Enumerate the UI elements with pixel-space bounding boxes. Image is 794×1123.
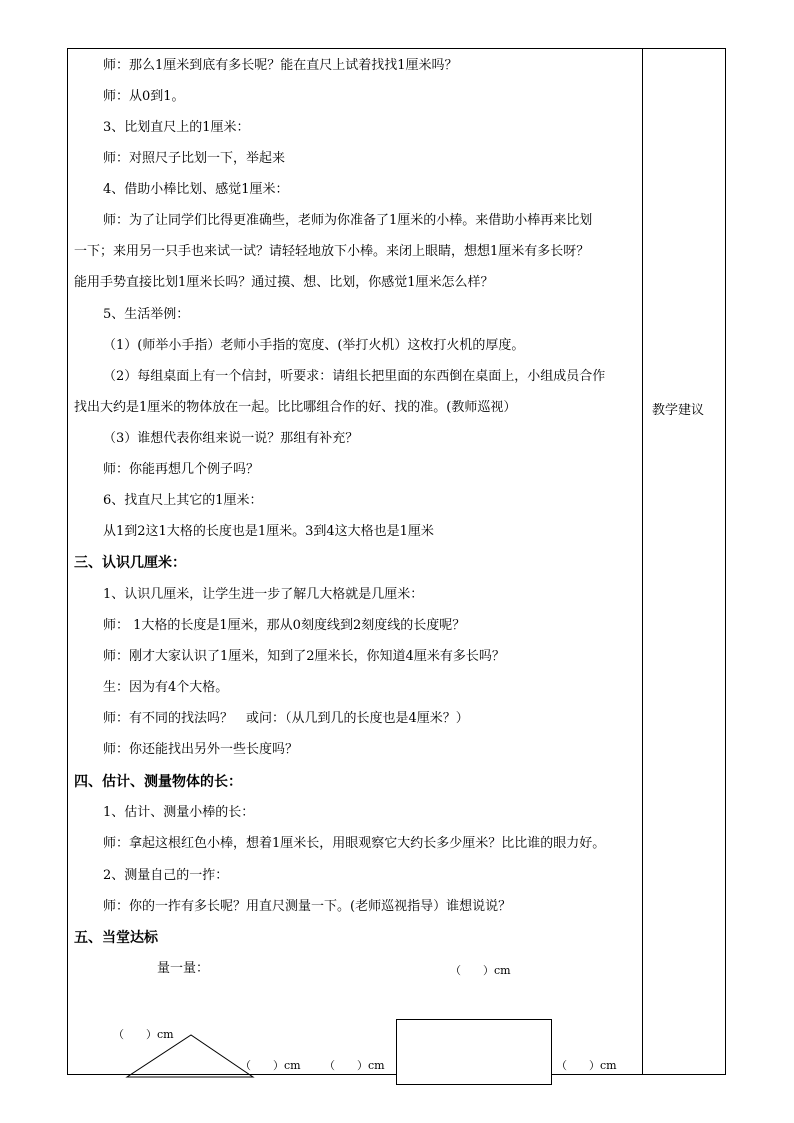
text-line: 3、比划直尺上的1厘米： (103, 120, 250, 135)
column-divider (642, 48, 643, 1075)
text-line: 师：为了让同学们比得更准确些，老师为你准备了1厘米的小棒。来借助小棒再来比划 (103, 213, 593, 228)
text-line: 从1到2这1大格的长度也是1厘米。3到4这大格也是1厘米 (103, 524, 434, 539)
answer-blank: （ ）cm (113, 1028, 174, 1041)
text-line: 能用手势直接比划1厘米长吗？通过摸、想、比划，你感觉1厘米怎么样？ (74, 275, 494, 290)
text-line: 师：那么1厘米到底有多长呢？能在直尺上试着找找1厘米吗？ (103, 58, 458, 73)
text-line: 5、生活举例： (103, 307, 190, 322)
triangle-shape (125, 1033, 255, 1079)
text-line: 4、借助小棒比划、感觉1厘米： (103, 182, 289, 197)
text-line: 找出大约是1厘米的物体放在一起。比比哪组合作的好、找的准。(教师巡视） (74, 400, 517, 415)
text-line: 师：你的一拃有多长呢？用直尺测量一下。(老师巡视指导）谁想说说？ (103, 899, 512, 914)
section-heading-3: 三、认识几厘米： (74, 555, 186, 571)
answer-blank: （ ）cm (556, 1059, 617, 1072)
text-line: 师：有不同的找法吗？ 或问：（从几到几的长度也是4厘米？） (103, 711, 469, 726)
text-line: 师：对照尺子比划一下，举起来 (103, 151, 286, 166)
text-line: （3）谁想代表你组来说一说？那组有补充？ (103, 431, 359, 446)
text-line: 师：从0到1。 (103, 89, 185, 104)
teaching-suggestion-label: 教学建议 (652, 403, 705, 418)
text-line: 生：因为有4个大格。 (103, 680, 229, 695)
text-line: 6、找直尺上其它的1厘米： (103, 493, 263, 508)
section-heading-5: 五、当堂达标 (74, 930, 158, 946)
section-heading-4: 四、估计、测量物体的长： (74, 774, 242, 790)
text-line: 师：拿起这根红色小棒，想着1厘米长，用眼观察它大约长多少厘米？比比谁的眼力好。 (103, 836, 606, 851)
text-line: 2、测量自己的一拃： (103, 868, 229, 883)
text-line: 1、估计、测量小棒的长： (103, 805, 255, 820)
answer-blank: （ ）cm (324, 1059, 385, 1072)
text-line: 师：你能再想几个例子吗？ (103, 462, 260, 477)
answer-blank: （ ）cm (450, 964, 511, 977)
text-line: 师：你还能找出另外一些长度吗？ (103, 742, 299, 757)
answer-blank: （ ）cm (240, 1059, 301, 1072)
rectangle-shape (396, 1019, 552, 1085)
text-line: 一下；来用另一只手也来试一试？请轻轻地放下小棒。来闭上眼睛，想想1厘米有多长呀？ (74, 244, 590, 259)
text-line: （2）每组桌面上有一个信封，听要求：请组长把里面的东西倒在桌面上，小组成员合作 (103, 369, 606, 384)
text-line: （1）(师举小手指）老师小手指的宽度、(举打火机）这枚打火机的厚度。 (103, 338, 525, 353)
text-line: 1、认识几厘米，让学生进一步了解几大格就是几厘米： (103, 587, 424, 602)
measure-label: 量一量： (157, 961, 210, 976)
text-line: 师： 1大格的长度是1厘米，那从0刻度线到2刻度线的长度呢？ (103, 618, 466, 633)
text-line: 师：刚才大家认识了1厘米，知到了2厘米长，你知道4厘米有多长吗？ (103, 649, 505, 664)
